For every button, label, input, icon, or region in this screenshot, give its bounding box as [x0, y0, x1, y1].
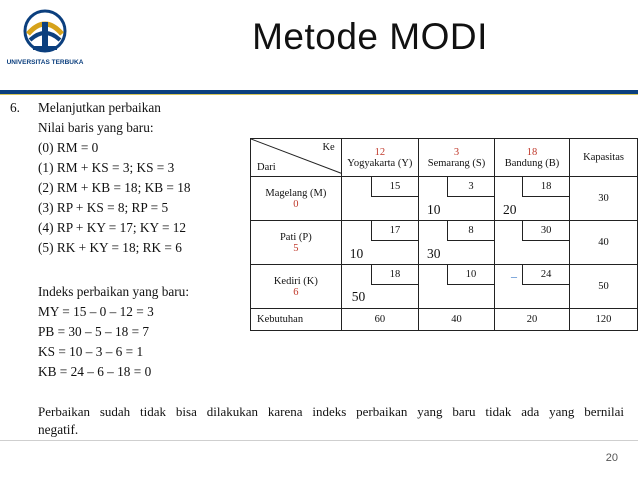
col-name-bandung: Bandung (B) [504, 157, 560, 169]
equation-4: (4) RP + KY = 17; KY = 12 [38, 220, 187, 235]
equation-5: (5) RK + KY = 18; RK = 6 [38, 240, 182, 255]
alloc-p-y: 10 [349, 246, 364, 261]
slide-header [0, 0, 638, 90]
row-values-label: Nilai baris yang baru: [38, 120, 154, 135]
alloc-m-b: 20 [502, 202, 517, 217]
cell-p-s [418, 221, 494, 265]
demand-label: Kebutuhan [251, 309, 342, 331]
demand-bandung: 20 [494, 309, 569, 331]
capacity-kediri: 50 [570, 265, 638, 309]
col-header-semarang [418, 139, 494, 177]
alloc-m-s: 10 [426, 202, 441, 217]
r-value-magelang: 0 [293, 198, 299, 210]
cost-k-y: 18 [371, 265, 418, 285]
corner-from-label: Dari [257, 162, 276, 173]
k-value-bandung: 18 [526, 146, 538, 158]
cost-k-b: 24 [522, 265, 569, 285]
index-0: MY = 15 – 0 – 12 = 3 [38, 304, 154, 319]
equation-3: (3) RP + KS = 8; RP = 5 [38, 200, 169, 215]
row-name-kediri: Kediri (K) [273, 275, 318, 287]
index-1: PB = 30 – 5 – 18 = 7 [38, 324, 150, 339]
intro-text: Melanjutkan perbaikan [38, 100, 161, 115]
demand-total: 120 [570, 309, 638, 331]
cell-k-s [418, 265, 494, 309]
cost-m-s: 3 [447, 177, 494, 197]
cost-p-y: 17 [371, 221, 418, 241]
capacity-pati: 40 [570, 221, 638, 265]
r-value-pati: 5 [293, 242, 299, 254]
demand-semarang: 40 [418, 309, 494, 331]
col-name-yogyakarta: Yogyakarta (Y) [347, 157, 413, 169]
footer-rule [0, 440, 638, 441]
index-3: KB = 24 – 6 – 18 = 0 [38, 364, 152, 379]
row-name-pati: Pati (P) [279, 231, 312, 243]
svg-text:UNIVERSITAS TERBUKA: UNIVERSITAS TERBUKA [6, 59, 84, 66]
header-accent-rule [0, 94, 638, 95]
cell-k-b [494, 265, 569, 309]
cost-k-s: 10 [447, 265, 494, 285]
cell-p-b [494, 221, 569, 265]
cost-m-y: 15 [371, 177, 418, 197]
col-header-yogyakarta [341, 139, 418, 177]
k-value-semarang: 3 [453, 146, 460, 158]
university-logo [6, 4, 84, 82]
row-header-kediri [251, 265, 342, 309]
k-value-yogyakarta: 12 [374, 146, 386, 158]
index-2: KS = 10 – 3 – 6 = 1 [38, 344, 144, 359]
item-number: 6. [10, 100, 20, 115]
cell-m-y [341, 177, 418, 221]
cell-p-y [341, 221, 418, 265]
cost-p-s: 8 [447, 221, 494, 241]
col-name-semarang: Semarang (S) [427, 157, 486, 169]
conclusion-line-1: Perbaikan sudah tidak bisa dilakukan karena indeks perbaikan yang baru tidak ada yang bernilai [38, 404, 624, 419]
conclusion-line-2: negatif. [38, 422, 79, 437]
equation-0: (0) RM = 0 [38, 140, 99, 155]
page-number: 20 [605, 452, 618, 464]
cell-m-s [418, 177, 494, 221]
corner-cell [251, 139, 342, 177]
demand-yogyakarta: 60 [341, 309, 418, 331]
col-header-bandung [494, 139, 569, 177]
row-header-pati [251, 221, 342, 265]
alloc-p-s: 30 [426, 246, 441, 261]
capacity-header: Kapasitas [570, 139, 638, 177]
capacity-magelang: 30 [570, 177, 638, 221]
corner-to-label: Ke [322, 142, 335, 153]
index-label: Indeks perbaikan yang baru: [38, 284, 190, 299]
equation-1: (1) RM + KS = 3; KS = 3 [38, 160, 175, 175]
cost-p-b: 30 [522, 221, 569, 241]
cell-m-b [494, 177, 569, 221]
row-header-magelang [251, 177, 342, 221]
cost-m-b: 18 [522, 177, 569, 197]
cell-k-y [341, 265, 418, 309]
slide-title: Metode MODI [252, 16, 488, 57]
equation-2: (2) RM + KB = 18; KB = 18 [38, 180, 191, 195]
minus-mark-k-b: – [510, 269, 517, 283]
transport-table [250, 138, 638, 331]
alloc-k-y: 50 [351, 289, 366, 304]
r-value-kediri: 6 [293, 286, 299, 298]
row-name-magelang: Magelang (M) [265, 187, 327, 199]
